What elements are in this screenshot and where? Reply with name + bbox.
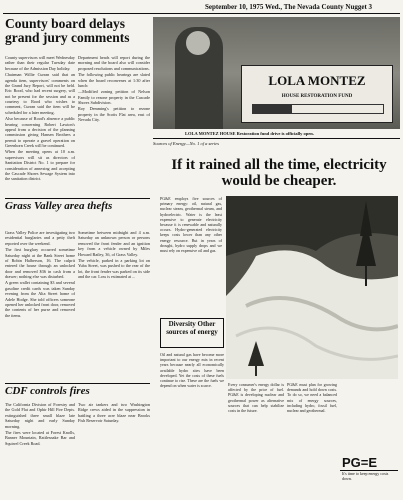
story3-body-col2 xyxy=(78,402,150,497)
story1-paragraph: When the meeting opens at 10 a.m. supervisors will sit as directors of Sanitation District No. 1 to prepare for consideration of annexing and accepting the Cascade Shores Sewage System into the sanitation district. xyxy=(5,149,75,182)
story1-paragraph: Roy Demming's petition to rezone property in the Scotts Flat area, east of Nevada City. xyxy=(78,106,150,123)
story3-paragraph: Two air tankers and two Washington Ridge crews aided in the suppression in battling a three acre blaze near Brooks Fish Reservoir Saturday. xyxy=(78,402,150,424)
ad-headline: If it rained all the time, electricity would be cheaper. xyxy=(171,157,387,189)
story1-paragraph: Department heads will report during the morning and the board also will consider proposed resolutions and communications. xyxy=(78,55,150,71)
story2-headline: Grass Valley area thefts xyxy=(5,200,113,212)
story2-paragraph: Sometime between midnight and 4 a.m. Saturday an unknown person or persons removed the front fender and an ignition key from a vehicle owned by Miles Howard Bailey, 36, of Grass Valley. xyxy=(78,230,150,257)
man-head xyxy=(186,31,210,55)
ad-column-3: PG&E must plan for growing demands and hold down costs. To do so, we need a balanced mix of energy sources, including hydro, fossil fuel, nuclear and geothermal. xyxy=(287,382,337,413)
ad-intro: PG&E employs five sources of primary energy: oil, natural gas, nuclear steam, geothermal steam, and hydroelectric. Water is the least expensive to generate electricity because it is renewable and naturally occurs. Hydro-generated electricity keeps costs lower than any other energy resource. But in years of drought, hydro supply drops and we must rely on expensive oil and gas. xyxy=(160,196,222,253)
story1-body-col1 xyxy=(5,55,75,197)
diversity-box xyxy=(160,318,224,348)
story2-body-col2 xyxy=(78,230,150,380)
story1-paragraph: Chairman Willie Curran said that an agenda item, supervisors' comments on the Grand Jury Report, will not be held. Eric Rood, who had recent surgery, will not be present for the session and as a courtesy to Rood who wishes to comment, Curran said the item will be scheduled for a later meeting. xyxy=(5,72,75,115)
story3-paragraph: The fires were located at Forest Knolls, Banner Mountain, Rattlesnake Bar and Squirrel Creek Road. xyxy=(5,429,75,446)
waterfall-photo xyxy=(226,196,398,379)
story2-paragraph: The first burglary occurred sometime Saturday night at the Bank Street home of Robin Halberson, 16. The culprit entered the house through an unlocked door and removed $36 in cash from a drawer; nothing else was disturbed. xyxy=(5,247,75,279)
series-credit: Sources of Energy—No. 1 of a series xyxy=(153,141,220,146)
caption-rule xyxy=(153,138,400,139)
sign-subtitle: HOUSE RESTORATION FUND xyxy=(281,94,353,99)
story-divider xyxy=(5,198,150,199)
lola-montez-photo xyxy=(153,17,400,129)
story1-paragraph: The following public hearings are slated when the board reconvenes at 1:30 after lunch: xyxy=(78,72,150,88)
pge-logo: PG=E xyxy=(342,455,378,470)
story-divider xyxy=(5,383,150,384)
story3-paragraph: The California Division of Forestry and the Gold Flat and Ophir Hill Fire Depts. extinguished three small blaze late Saturday night and early Sunday morning. xyxy=(5,402,75,429)
story1-body-col2 xyxy=(78,55,150,197)
story2-paragraph: The vehicle, parked in a parking lot on Yuba Street, was pushed to the rear of the lot, the front fender was parked on its side and the car. Loss is estimated at ... xyxy=(78,257,150,279)
story2-body-col1 xyxy=(5,230,75,380)
diversity-box-title: Diversity Other sources of energy xyxy=(166,320,218,336)
photo-caption: LOLA MONTEZ HOUSE Restoration fund drive is officially open. xyxy=(185,131,314,136)
ad-column-1: Oil and natural gas have become more important to our energy mix in recent years because nearly all economically available hydro sites have been developed. Yet the costs of these fuels continue to rise. These are the fuels we depend on when water is scarce. xyxy=(160,352,224,389)
story1-headline: County board delays grand jury comments xyxy=(5,16,130,46)
thermometer-bar xyxy=(252,104,384,114)
story3-headline: CDF controls fires xyxy=(5,385,90,397)
story1-paragraph: —Modified zoning petition of Nelson Family to rezone property in the Cascade Shores Subdivision. xyxy=(78,89,150,105)
story2-paragraph: Grass Valley Police are investigating two residential burglaries and a petty theft reported over the weekend. xyxy=(5,230,75,246)
masthead-rule xyxy=(3,13,400,14)
sign-title: LOLA MONTEZ xyxy=(268,73,366,88)
story1-paragraph: County supervisors will meet Wednesday rather than their regular Tuesday date because of the Admission Day holiday. xyxy=(5,55,75,71)
story1-paragraph: Also because of Rood's absence a public hearing concerning Robert Lawton's appeal from a decision of the planning commission giving Hansen Brothers a permit to operate a gravel operation on Greenhorn Creek will be continued. xyxy=(5,116,75,148)
ad-tagline: It's time to keep energy costs down. xyxy=(342,471,389,481)
ad-column-2: Every consumer's energy dollar is affected by the price of fuel. PG&E is developing nuclear and geothermal power as alternative sources that can help stabilize costs in the future. xyxy=(228,382,284,413)
restoration-sign xyxy=(241,65,393,123)
waterfall-illustration xyxy=(226,196,398,379)
story2-paragraph: A green wallet containing $3 and several gasoline credit cards was taken Sunday evening from the Alta Street home of Adele Hodge. She told officers someone opened her unlocked front door, removed the contents of her purse and removed the items. xyxy=(5,280,75,318)
masthead: September 10, 1975 Wed., The Nevada County Nugget 3 xyxy=(205,3,373,11)
story3-body-col1 xyxy=(5,402,75,497)
logo-rule xyxy=(340,470,398,471)
